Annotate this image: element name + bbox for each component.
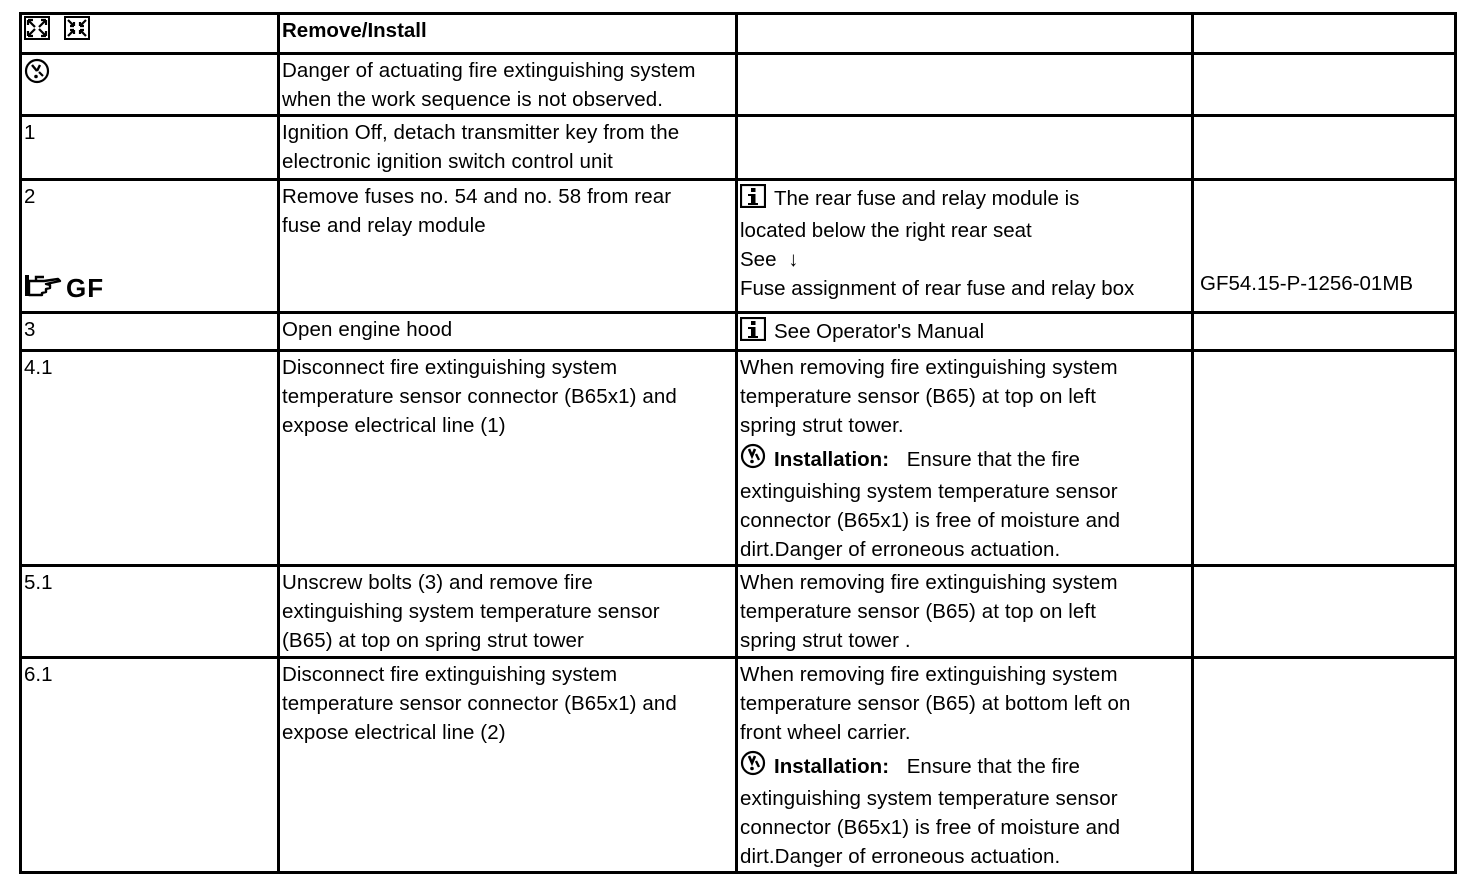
step-number-text: 6.1 (24, 663, 53, 686)
installation-label: Installation: (774, 448, 890, 471)
step-text-cell (279, 566, 737, 658)
step-number-text: 3 (24, 318, 36, 341)
note-text: When removing fire extinguishing system temperature sensor (B65) at top on left spring strut tower . (740, 571, 1118, 652)
note-cell (737, 566, 1193, 658)
header-title-cell (279, 14, 737, 54)
info-icon (740, 184, 766, 216)
empty-cell (1193, 313, 1456, 351)
table-row (21, 566, 1456, 658)
step-text: Ignition Off, detach transmitter key from the electronic ignition switch control unit (282, 121, 680, 173)
procedure-table (19, 12, 1457, 874)
empty-cell (737, 116, 1193, 180)
step-number-text: 2 (24, 185, 36, 208)
step-number (21, 180, 279, 313)
note-text: When removing fire extinguishing system temperature sensor (B65) at top on left spring strut tower. (740, 356, 1118, 437)
page-title: Remove/Install (282, 19, 427, 42)
pointing-hand-icon (24, 272, 64, 304)
info-icon (740, 317, 766, 349)
table-row (21, 116, 1456, 180)
gf-reference-marker[interactable] (24, 272, 274, 304)
table-row (21, 313, 1456, 351)
note-cell (737, 180, 1193, 313)
warning-text: Danger of actuating fire extinguishing system when the work sequence is not observed. (282, 59, 696, 111)
warning-icon-cell (21, 54, 279, 116)
step-text-cell (279, 180, 737, 313)
expand-icon[interactable] (24, 16, 50, 48)
step-number (21, 313, 279, 351)
step-number (21, 351, 279, 566)
table-row (21, 351, 1456, 566)
empty-cell (737, 54, 1193, 116)
header-icons-cell (21, 14, 279, 54)
step-text: Remove fuses no. 54 and no. 58 from rear fuse and relay module (282, 185, 672, 237)
table-row (21, 658, 1456, 873)
header-empty-cell (737, 14, 1193, 54)
step-text-cell (279, 658, 737, 873)
note-text: located below the right rear seat (740, 219, 1032, 242)
step-text: Unscrew bolts (3) and remove fire extinguishing system temperature sensor (B65) at top on spring strut tower (282, 571, 660, 652)
step-number (21, 116, 279, 180)
installation-text: Ensure that the fire (906, 755, 1080, 778)
step-number-text: 5.1 (24, 571, 53, 594)
header-row (21, 14, 1456, 54)
empty-cell (1193, 116, 1456, 180)
see-link[interactable]: Fuse assignment of rear fuse and relay box (740, 277, 1135, 300)
danger-icon (740, 443, 766, 477)
empty-cell (1193, 351, 1456, 566)
warning-text-cell (279, 54, 737, 116)
empty-cell (1193, 658, 1456, 873)
note-text: The rear fuse and relay module is (774, 187, 1080, 210)
note-text: When removing fire extinguishing system temperature sensor (B65) at bottom left on front wheel carrier. (740, 663, 1131, 744)
step-number-text: 1 (24, 121, 36, 144)
installation-text: Ensure that the fire (906, 448, 1080, 471)
danger-icon (740, 750, 766, 784)
step-number (21, 658, 279, 873)
down-arrow-icon[interactable]: ↓ (788, 248, 799, 271)
header-empty-cell (1193, 14, 1456, 54)
step-text: Disconnect fire extinguishing system temperature sensor connector (B65x1) and expose electrical line (1) (282, 356, 677, 437)
note-cell (737, 313, 1193, 351)
table-row (21, 180, 1456, 313)
danger-icon (24, 58, 50, 92)
step-text-cell (279, 313, 737, 351)
step-text: Disconnect fire extinguishing system temperature sensor connector (B65x1) and expose electrical line (2) (282, 663, 677, 744)
empty-cell (1193, 54, 1456, 116)
empty-cell (1193, 566, 1456, 658)
note-cell (737, 351, 1193, 566)
step-text-cell (279, 351, 737, 566)
note-cell (737, 658, 1193, 873)
installation-label: Installation: (774, 755, 890, 778)
collapse-icon[interactable] (64, 16, 90, 48)
see-label: See (740, 248, 777, 271)
step-number-text: 4.1 (24, 356, 53, 379)
installation-text: extinguishing system temperature sensor connector (B65x1) is free of moisture and dirt.Danger of erroneous actuation. (740, 480, 1121, 561)
step-number (21, 566, 279, 658)
warning-row (21, 54, 1456, 116)
note-text: See Operator's Manual (774, 320, 985, 343)
ref-cell (1193, 180, 1456, 313)
installation-text: extinguishing system temperature sensor connector (B65x1) is free of moisture and dirt.Danger of erroneous actuation. (740, 787, 1121, 868)
step-text: Open engine hood (282, 318, 453, 341)
step-text-cell (279, 116, 737, 180)
gf-label: GF (66, 272, 105, 303)
document-reference[interactable]: GF54.15-P-1256-01MB (1200, 272, 1414, 295)
